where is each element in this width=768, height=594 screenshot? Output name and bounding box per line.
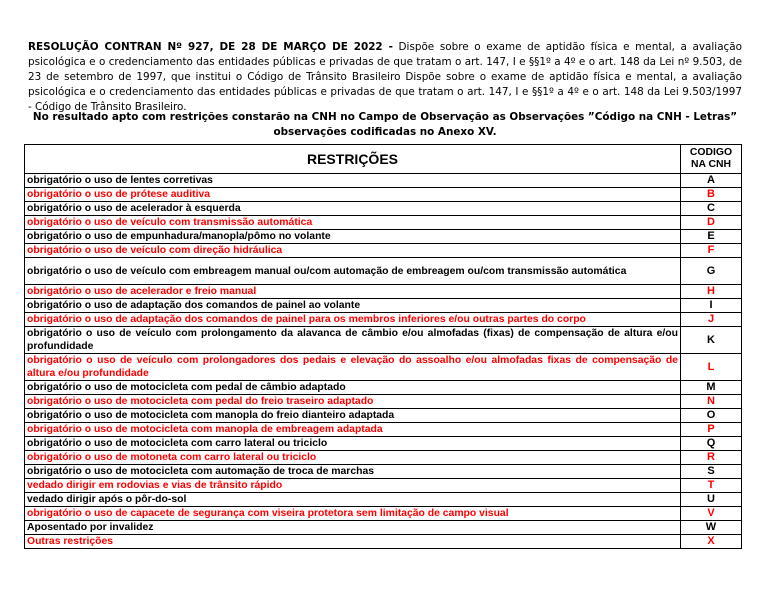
restriction-description: obrigatório o uso de veículo com embreagem manual ou/com automação de embreagem ou/com transmissão automática bbox=[25, 258, 681, 285]
codigo-column-header bbox=[681, 145, 742, 174]
restriction-code: H bbox=[681, 285, 742, 299]
restriction-description: vedado dirigir após o pôr-do-sol bbox=[25, 493, 681, 507]
codigo-header-line1: CODIGO bbox=[689, 147, 733, 158]
table-row bbox=[25, 423, 742, 437]
restriction-description: obrigatório o uso de motocicleta com carro lateral ou triciclo bbox=[25, 437, 681, 451]
table-header-row bbox=[25, 145, 742, 174]
restriction-description: obrigatório o uso de acelerador à esquerda bbox=[25, 202, 681, 216]
restriction-code: U bbox=[681, 493, 742, 507]
restriction-description: Aposentado por invalidez bbox=[25, 521, 681, 535]
restriction-description: obrigatório o uso de motocicleta com manopla de embreagem adaptada bbox=[25, 423, 681, 437]
table-row bbox=[25, 216, 742, 230]
table-row bbox=[25, 174, 742, 188]
table-row bbox=[25, 521, 742, 535]
restriction-description: obrigatório o uso de acelerador e freio manual bbox=[25, 285, 681, 299]
table-row bbox=[25, 437, 742, 451]
restriction-code: N bbox=[681, 395, 742, 409]
restriction-code: F bbox=[681, 244, 742, 258]
table-row bbox=[25, 493, 742, 507]
table-row bbox=[25, 285, 742, 299]
restriction-description: vedado dirigir em rodovias e vias de trânsito rápido bbox=[25, 479, 681, 493]
restricoes-column-header: RESTRIÇÕES bbox=[25, 145, 681, 174]
table-row bbox=[25, 507, 742, 521]
restriction-code: R bbox=[681, 451, 742, 465]
restriction-description: obrigatório o uso de motocicleta com pedal do freio traseiro adaptado bbox=[25, 395, 681, 409]
table-row bbox=[25, 479, 742, 493]
restriction-description: obrigatório o uso de veículo com prolongamento da alavanca de câmbio e/ou almofadas (fixas) de compensação de altura e/ou profundidade bbox=[25, 327, 681, 354]
restriction-code: K bbox=[681, 327, 742, 354]
restriction-description: obrigatório o uso de motocicleta com pedal de câmbio adaptado bbox=[25, 381, 681, 395]
table-row bbox=[25, 188, 742, 202]
restriction-code: S bbox=[681, 465, 742, 479]
restriction-code: P bbox=[681, 423, 742, 437]
resolution-description: Dispõe sobre o exame de aptidão física e mental, a avaliação psicológica e o credenciamento das entidades públicas e privadas de que tratam o art. 147, I e §§1º a 4º e o art. 148 da Lei nº 9.503, de 23 de setembro de 1997, que institui o Código de Trânsito Brasileiro Dispõe sobre o exame de aptidão física e mental, a avaliação psicológica e o credenciamento das entidades públicas e privadas de que tratam o art. 147, I e §§1º a 4º e o art. 148 da Lei 9.503/1997 - Código de Trânsito Brasileiro. bbox=[28, 41, 742, 113]
restrictions-table bbox=[24, 144, 742, 549]
restriction-description: obrigatório o uso de veículo com prolongadores dos pedais e elevação do assoalho e/ou almofadas fixas de compensação de altura e/ou profundidade bbox=[25, 354, 681, 381]
codigo-header-line2: NA CNH bbox=[690, 159, 732, 170]
restriction-description: Outras restrições bbox=[25, 535, 681, 549]
table-row bbox=[25, 202, 742, 216]
restriction-description: obrigatório o uso de adaptação dos comandos de painel para os membros inferiores e/ou outras partes do corpo bbox=[25, 313, 681, 327]
table-row bbox=[25, 465, 742, 479]
restriction-code: J bbox=[681, 313, 742, 327]
restriction-code: V bbox=[681, 507, 742, 521]
restriction-description: obrigatório o uso de empunhadura/manopla/pômo no volante bbox=[25, 230, 681, 244]
restriction-description: obrigatório o uso de motocicleta com automação de troca de marchas bbox=[25, 465, 681, 479]
restriction-description: obrigatório o uso de capacete de segurança com viseira protetora sem limitação de campo visual bbox=[25, 507, 681, 521]
resolution-header bbox=[28, 40, 742, 115]
restriction-code: O bbox=[681, 409, 742, 423]
restriction-code: C bbox=[681, 202, 742, 216]
restriction-code: Q bbox=[681, 437, 742, 451]
table-row bbox=[25, 230, 742, 244]
restriction-code: D bbox=[681, 216, 742, 230]
table-row bbox=[25, 535, 742, 549]
table-row bbox=[25, 313, 742, 327]
restriction-code: A bbox=[681, 174, 742, 188]
restriction-code: G bbox=[681, 258, 742, 285]
table-row bbox=[25, 395, 742, 409]
restriction-code: B bbox=[681, 188, 742, 202]
restriction-code: L bbox=[681, 354, 742, 381]
table-row bbox=[25, 451, 742, 465]
restriction-code: X bbox=[681, 535, 742, 549]
restriction-description: obrigatório o uso de lentes corretivas bbox=[25, 174, 681, 188]
table-row bbox=[25, 244, 742, 258]
restriction-description: obrigatório o uso de motoneta com carro lateral ou triciclo bbox=[25, 451, 681, 465]
table-row bbox=[25, 258, 742, 285]
table-row bbox=[25, 327, 742, 354]
restriction-description: obrigatório o uso de adaptação dos comandos de painel ao volante bbox=[25, 299, 681, 313]
resolution-title: RESOLUÇÃO CONTRAN Nº 927, DE 28 DE MARÇO DE 2022 - bbox=[28, 41, 393, 53]
table-row bbox=[25, 354, 742, 381]
restriction-code: M bbox=[681, 381, 742, 395]
table-row bbox=[25, 381, 742, 395]
restriction-description: obrigatório o uso de motocicleta com manopla do freio dianteiro adaptada bbox=[25, 409, 681, 423]
restriction-description: obrigatório o uso de veículo com transmissão automática bbox=[25, 216, 681, 230]
restriction-code: E bbox=[681, 230, 742, 244]
table-row bbox=[25, 409, 742, 423]
restriction-code: W bbox=[681, 521, 742, 535]
restriction-description: obrigatório o uso de veículo com direção hidráulica bbox=[25, 244, 681, 258]
results-note: No resultado apto com restrições constarão na CNH no Campo de Observação as Observações ”Código na CNH - Letras” observações codificadas no Anexo XV. bbox=[32, 111, 738, 138]
restriction-description: obrigatório o uso de prótese auditiva bbox=[25, 188, 681, 202]
table-row bbox=[25, 299, 742, 313]
restriction-code: T bbox=[681, 479, 742, 493]
restriction-code: I bbox=[681, 299, 742, 313]
restrictions-table-body bbox=[25, 174, 742, 549]
